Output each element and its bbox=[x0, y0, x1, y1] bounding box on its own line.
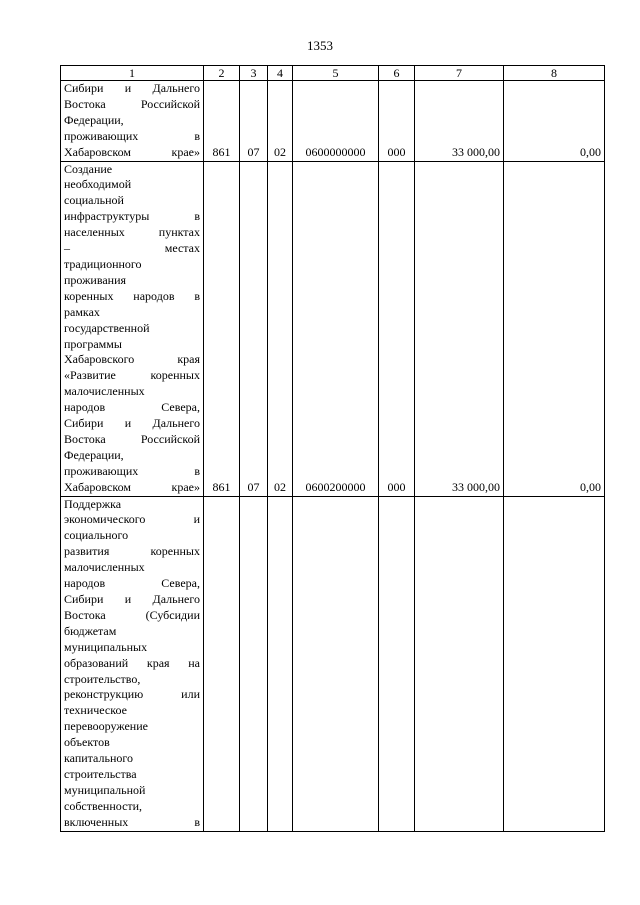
code-subsection-cell: 02 bbox=[268, 81, 293, 162]
code-expense-type-cell bbox=[379, 496, 415, 831]
description-line: развития коренных bbox=[64, 544, 200, 559]
description-line: реконструкцию или bbox=[64, 687, 200, 702]
description-line: Создание bbox=[64, 161, 113, 176]
budget-table bbox=[60, 65, 605, 832]
description-line: Федерации, bbox=[64, 447, 124, 462]
description-line: строительства bbox=[64, 766, 137, 781]
table-row bbox=[61, 496, 605, 831]
description-line: малочисленных bbox=[64, 384, 145, 399]
description-line: образований края на bbox=[64, 655, 200, 670]
header-cell: 6 bbox=[379, 66, 415, 81]
header-cell: 7 bbox=[415, 66, 504, 81]
code-section-cell bbox=[240, 496, 268, 831]
amount-planned-cell: 33 000,00 bbox=[415, 81, 504, 162]
header-cell: 4 bbox=[268, 66, 293, 81]
code-expense-type-cell: 000 bbox=[379, 161, 415, 496]
code-expense-type-cell: 000 bbox=[379, 81, 415, 162]
amount-changes-cell: 0,00 bbox=[504, 81, 605, 162]
header-cell: 5 bbox=[293, 66, 379, 81]
description-line: коренных народов в bbox=[64, 288, 200, 303]
row-description bbox=[61, 81, 204, 162]
description-line: – местах bbox=[64, 241, 200, 256]
amount-planned-cell bbox=[415, 496, 504, 831]
description-line: «Развитие коренных bbox=[64, 368, 200, 383]
header-cell: 1 bbox=[61, 66, 204, 81]
description-line: Поддержка bbox=[64, 496, 122, 511]
description-line: необходимой bbox=[64, 177, 132, 192]
description-line: Хабаровском крае» bbox=[64, 479, 200, 494]
description-line: техническое bbox=[64, 703, 127, 718]
row-description bbox=[61, 161, 204, 496]
description-line: Федерации, bbox=[64, 112, 124, 127]
code-section-cell: 07 bbox=[240, 161, 268, 496]
description-line: социального bbox=[64, 528, 129, 543]
amount-planned-cell: 33 000,00 bbox=[415, 161, 504, 496]
code-subsection-cell: 02 bbox=[268, 161, 293, 496]
description-line: народов Севера, bbox=[64, 400, 200, 415]
table-row bbox=[61, 81, 605, 162]
description-line: социальной bbox=[64, 193, 124, 208]
amount-changes-cell bbox=[504, 496, 605, 831]
description-line: проживающих в bbox=[64, 463, 200, 478]
description-line: строительство, bbox=[64, 671, 141, 686]
description-line: Востока Российской bbox=[64, 96, 200, 111]
row-description bbox=[61, 496, 204, 831]
header-cell: 2 bbox=[204, 66, 240, 81]
description-line: инфраструктуры в bbox=[64, 209, 200, 224]
description-line: проживающих в bbox=[64, 128, 200, 143]
description-line: собственности, bbox=[64, 798, 143, 813]
table-row bbox=[61, 161, 605, 496]
header-cell: 8 bbox=[504, 66, 605, 81]
description-line: Востока Российской bbox=[64, 431, 200, 446]
description-line: государственной bbox=[64, 320, 150, 335]
description-line: рамках bbox=[64, 304, 100, 319]
description-line: Хабаровском крае» bbox=[64, 144, 200, 159]
code-subsection-cell bbox=[268, 496, 293, 831]
code-target-cell: 0600200000 bbox=[293, 161, 379, 496]
amount-changes-cell: 0,00 bbox=[504, 161, 605, 496]
code-admin-cell: 861 bbox=[204, 161, 240, 496]
description-line: капитального bbox=[64, 751, 133, 766]
description-line: Сибири и Дальнего bbox=[64, 592, 200, 606]
page-number: 1353 bbox=[307, 38, 333, 53]
description-line: экономического и bbox=[64, 512, 200, 527]
description-line: муниципальной bbox=[64, 782, 146, 797]
description-line: проживания bbox=[64, 272, 127, 287]
description-line: перевооружение bbox=[64, 719, 148, 734]
description-line: Востока (Субсидии bbox=[64, 607, 200, 622]
description-line: бюджетам bbox=[64, 623, 117, 638]
description-line: муниципальных bbox=[64, 639, 148, 654]
description-line: Сибири и Дальнего bbox=[64, 416, 200, 431]
code-section-cell: 07 bbox=[240, 81, 268, 162]
description-line: включенных в bbox=[64, 814, 200, 829]
description-line: народов Севера, bbox=[64, 576, 200, 591]
table-header-row bbox=[61, 66, 605, 81]
code-target-cell: 0600000000 bbox=[293, 81, 379, 162]
description-line: населенных пунктах bbox=[64, 225, 200, 240]
description-line: программы bbox=[64, 336, 122, 351]
description-line: Хабаровского края bbox=[64, 352, 200, 367]
description-line: традиционного bbox=[64, 256, 142, 271]
description-line: объектов bbox=[64, 735, 110, 750]
code-admin-cell bbox=[204, 496, 240, 831]
code-target-cell bbox=[293, 496, 379, 831]
header-cell: 3 bbox=[240, 66, 268, 81]
code-admin-cell: 861 bbox=[204, 81, 240, 162]
description-line: малочисленных bbox=[64, 560, 145, 575]
description-line: Сибири и Дальнего bbox=[64, 81, 200, 95]
